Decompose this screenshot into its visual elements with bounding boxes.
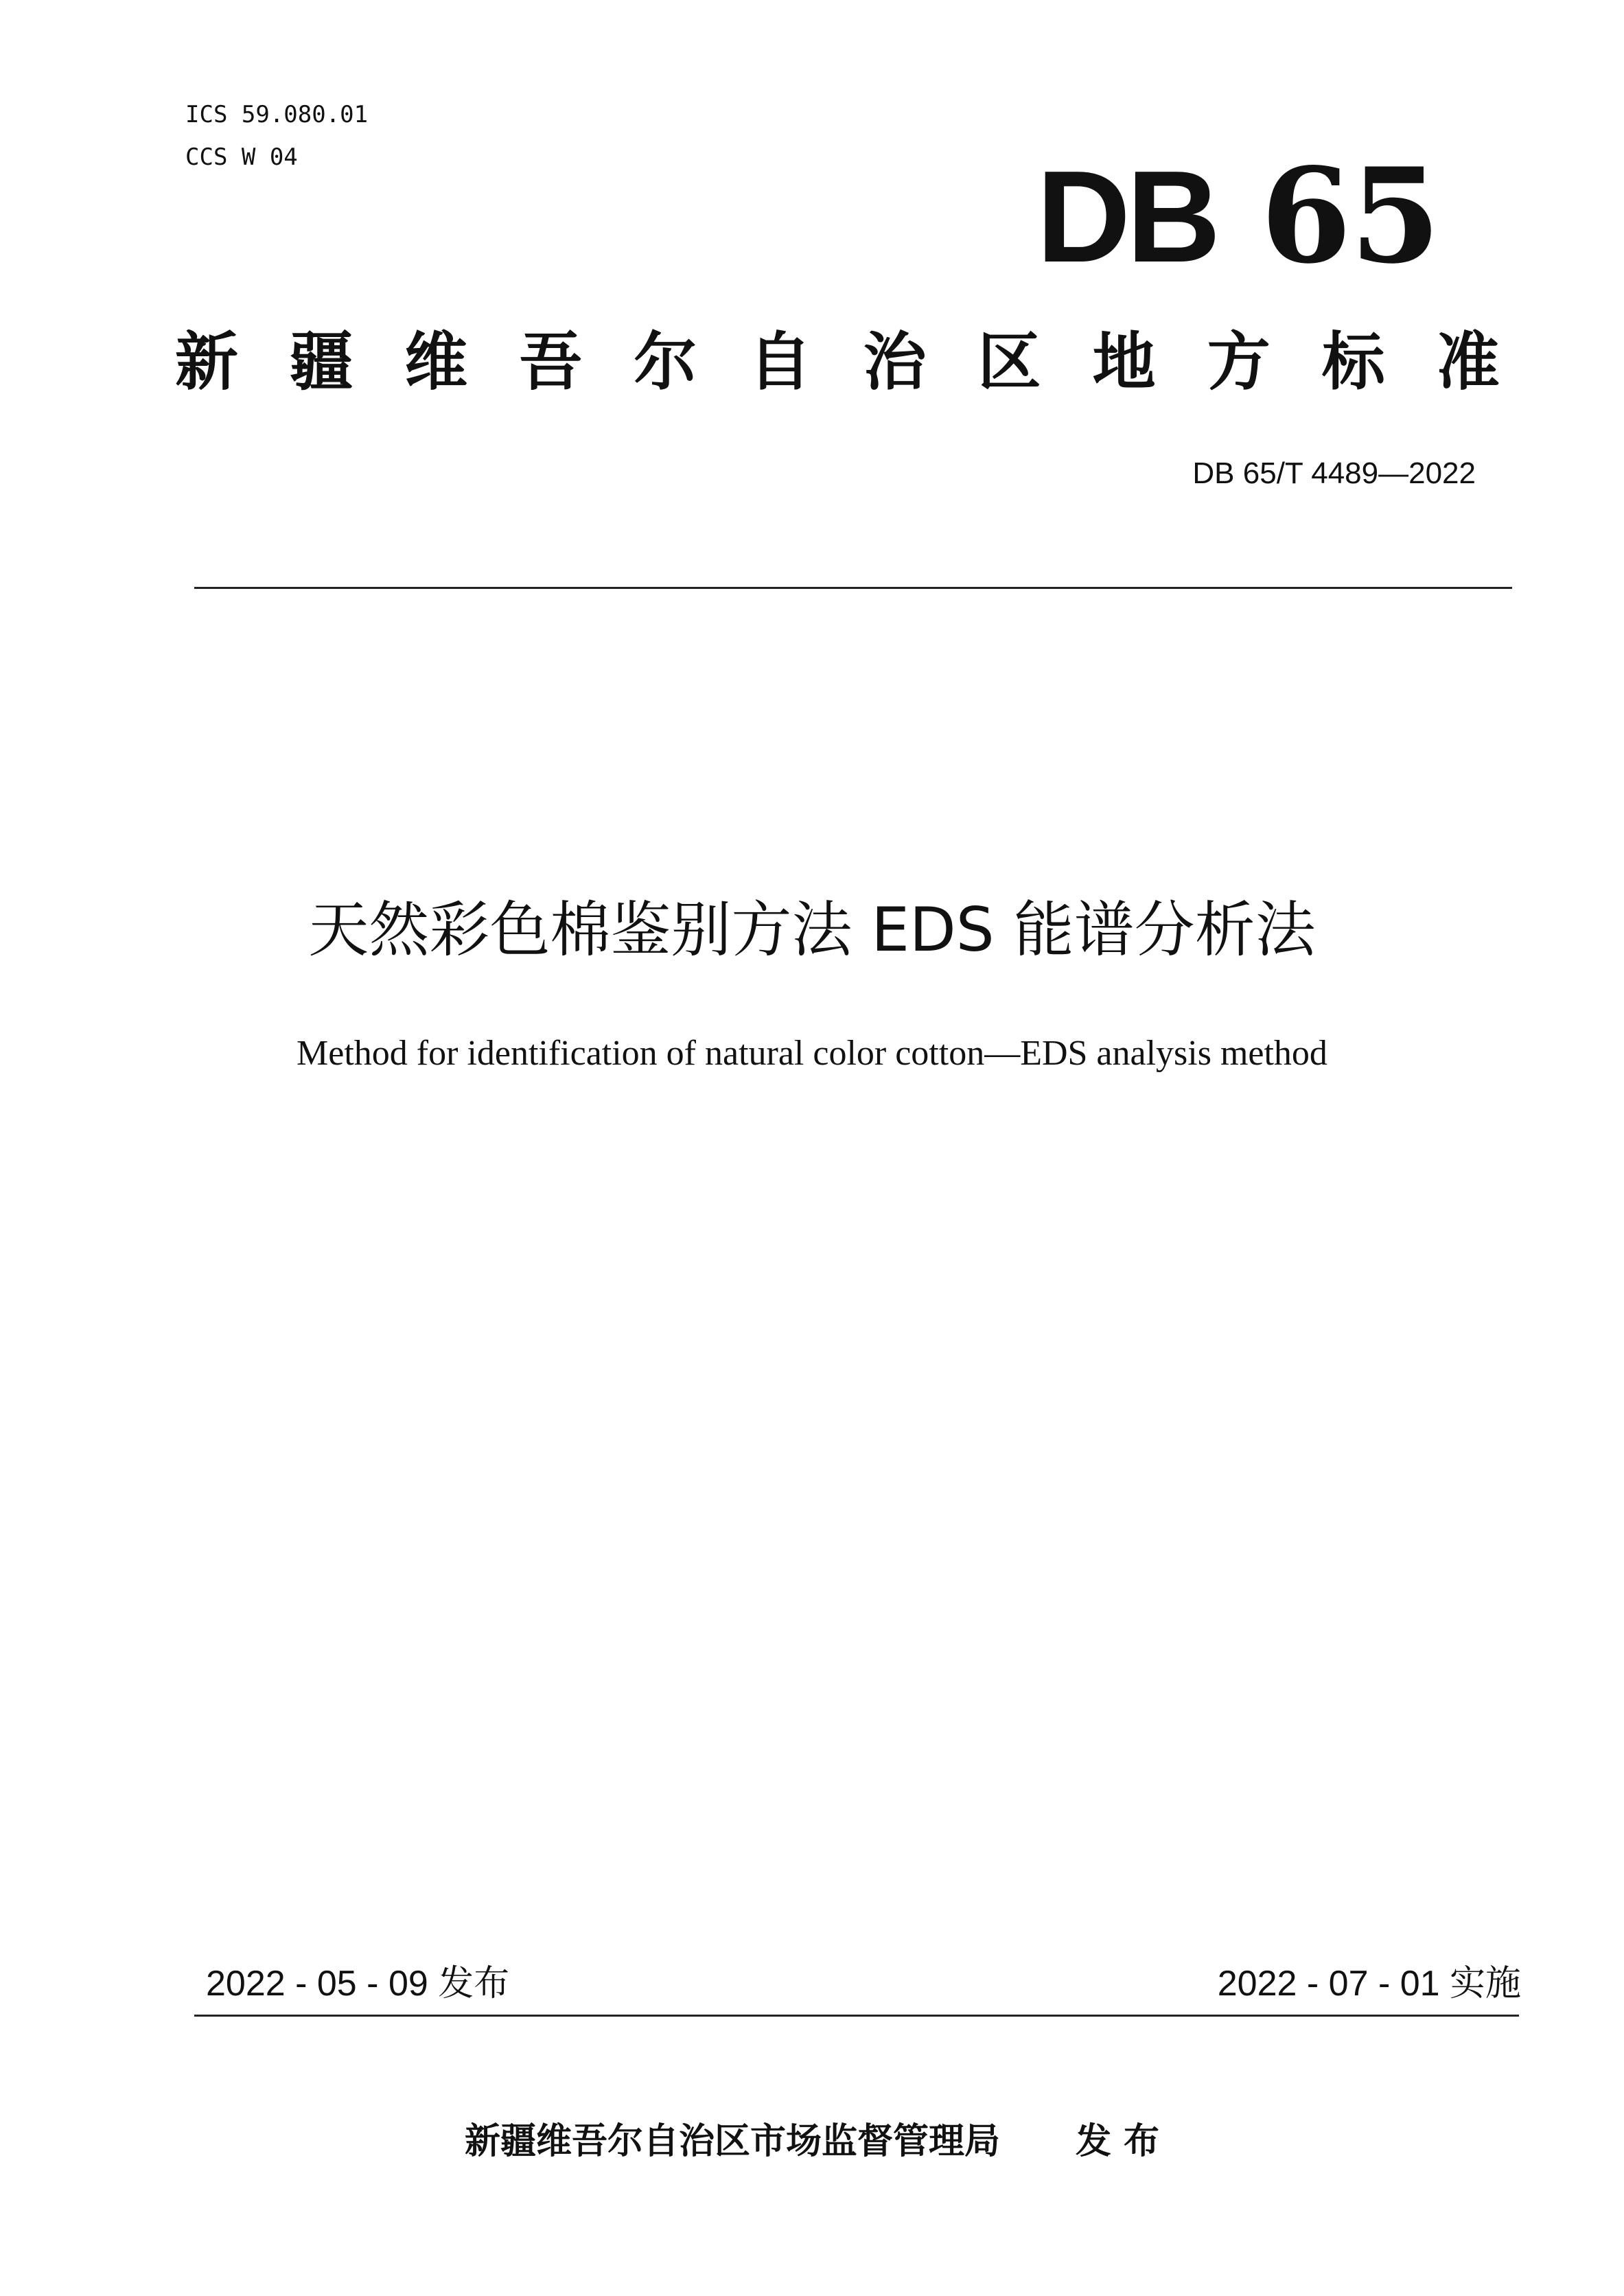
title-english: Method for identification of natural color cotton—EDS analysis method xyxy=(297,1034,1327,1073)
standard-type-char: 标 xyxy=(1321,325,1385,399)
standard-type-char: 新 xyxy=(175,325,239,399)
logo-prefix: DB xyxy=(1036,144,1217,290)
standard-type-char: 自 xyxy=(748,325,812,399)
publisher-action: 发 布 xyxy=(1075,2121,1160,2162)
standard-type-char: 治 xyxy=(863,325,927,399)
ccs-code: CCS W 04 xyxy=(185,143,298,171)
implement-date: 2022 - 07 - 01 实施 xyxy=(1217,1964,1521,2004)
standard-type-char: 方 xyxy=(1207,325,1271,399)
standard-type-char: 疆 xyxy=(290,325,353,399)
bottom-divider xyxy=(194,2015,1519,2017)
standard-type-char: 维 xyxy=(404,325,468,399)
publisher-name: 新疆维吾尔自治区市场监督管理局 xyxy=(464,2121,1000,2162)
publisher-line xyxy=(137,2118,1487,2166)
standard-type-char: 尔 xyxy=(634,325,697,399)
standard-number: DB 65/T 4489—2022 xyxy=(1192,456,1476,490)
logo-number: 65 xyxy=(1260,139,1439,292)
standard-type-char: 吾 xyxy=(519,325,583,399)
title-chinese: 天然彩色棉鉴别方法 EDS 能谱分析法 xyxy=(308,894,1316,965)
standard-type-char: 区 xyxy=(977,325,1041,399)
ics-code: ICS 59.080.01 xyxy=(185,101,369,128)
db65-logo xyxy=(1036,139,1439,292)
standard-type-char: 准 xyxy=(1436,325,1500,399)
top-divider xyxy=(194,587,1512,589)
publish-date: 2022 - 05 - 09 发布 xyxy=(206,1964,510,2004)
standard-type-heading xyxy=(175,321,1500,404)
standard-type-char: 地 xyxy=(1092,325,1156,399)
classification-codes xyxy=(185,93,368,178)
